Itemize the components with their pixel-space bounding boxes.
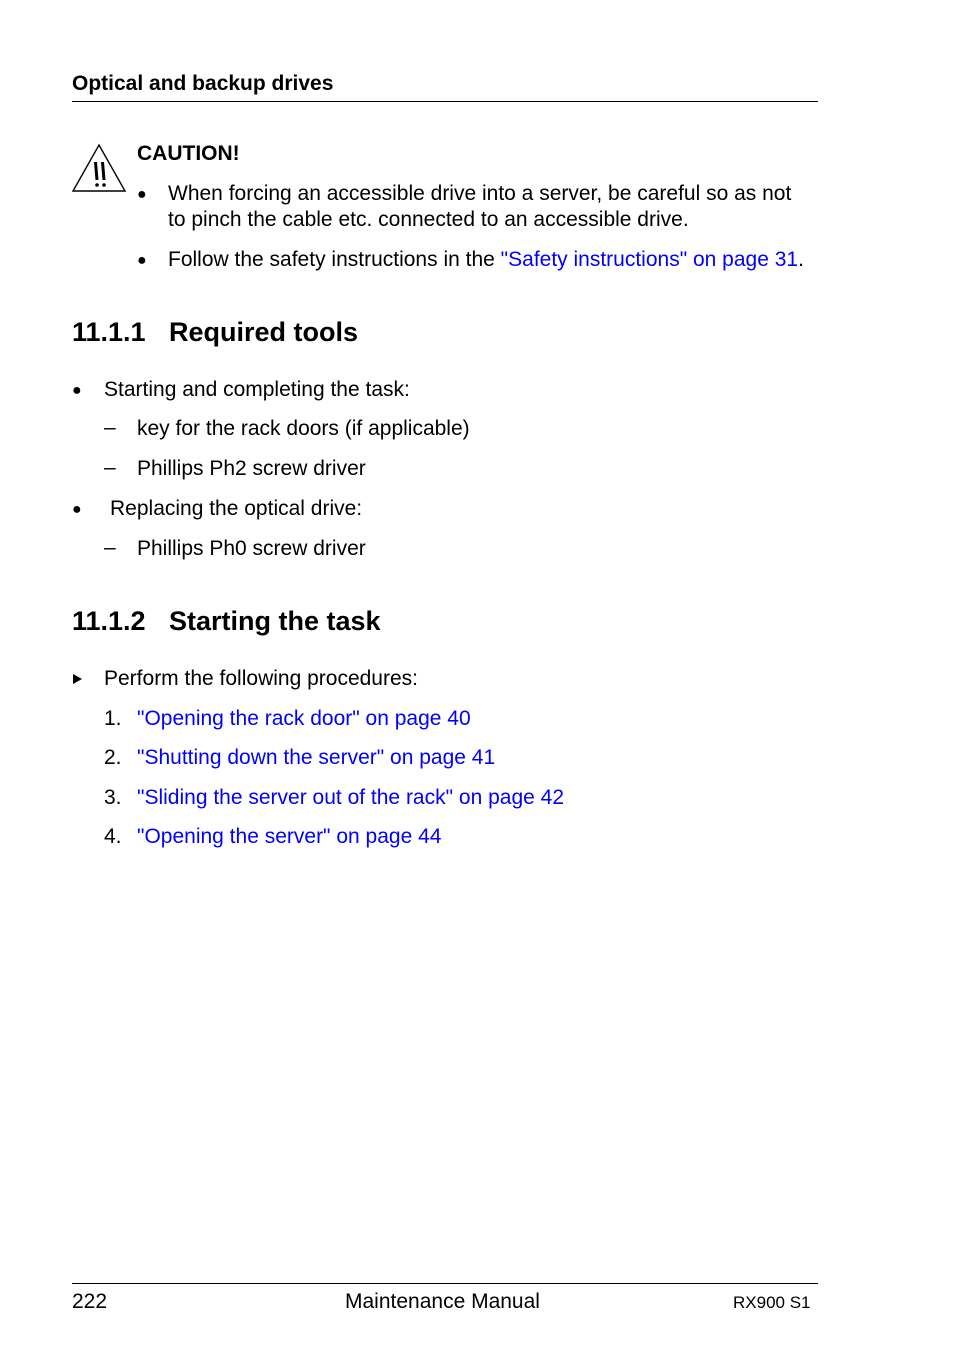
caution-item-1 xyxy=(168,181,791,233)
section-heading-starting-task xyxy=(72,606,381,637)
bullet-icon: ● xyxy=(137,252,147,269)
section-title: Required tools xyxy=(169,317,359,347)
caution-item-1-line-1: When forcing an accessible drive into a server, be careful so as not xyxy=(168,182,792,205)
list-subitem: Phillips Ph0 screw driver xyxy=(137,537,366,560)
list-item: Starting and completing the task: xyxy=(104,378,410,401)
caution-item-2-suffix: . xyxy=(798,248,804,271)
section-number: 11.1.2 xyxy=(72,606,146,636)
warning-triangle-icon xyxy=(70,142,128,194)
section-heading-required-tools xyxy=(72,317,358,348)
step-link-slide-server-out[interactable]: "Sliding the server out of the rack" on page 42 xyxy=(137,786,565,809)
caution-item-2 xyxy=(168,247,804,273)
dash-marker: – xyxy=(104,416,116,439)
section-number: 11.1.1 xyxy=(72,317,146,347)
dash-marker: – xyxy=(104,536,116,559)
dash-marker: – xyxy=(104,456,116,479)
caution-title: CAUTION! xyxy=(137,142,240,165)
step-number: 2. xyxy=(104,746,122,769)
arrow-right-icon xyxy=(73,674,82,684)
list-item: Replacing the optical drive: xyxy=(110,497,363,520)
step-link-shut-down-server[interactable]: "Shutting down the server" on page 41 xyxy=(137,746,496,769)
bullet-icon: ● xyxy=(137,186,147,203)
manual-title: Maintenance Manual xyxy=(345,1290,540,1313)
bullet-icon: ● xyxy=(72,382,82,399)
bullet-icon: ● xyxy=(72,501,82,518)
section-title: Starting the task xyxy=(169,606,381,636)
running-header: Optical and backup drives xyxy=(72,72,334,95)
step-number: 1. xyxy=(104,707,122,730)
step-number: 4. xyxy=(104,825,122,848)
list-subitem: key for the rack doors (if applicable) xyxy=(137,417,470,440)
footer-divider xyxy=(72,1283,818,1284)
list-subitem: Phillips Ph2 screw driver xyxy=(137,457,366,480)
step-number: 3. xyxy=(104,786,122,809)
caution-item-2-text: Follow the safety instructions in the xyxy=(168,248,501,271)
caution-item-1-line-2: to pinch the cable etc. connected to an accessible drive. xyxy=(168,208,689,231)
page-number: 222 xyxy=(72,1290,108,1313)
model-name: RX900 S1 xyxy=(733,1293,811,1312)
procedure-intro: Perform the following procedures: xyxy=(104,667,418,690)
step-link-open-server[interactable]: "Opening the server" on page 44 xyxy=(137,825,442,848)
step-link-open-rack-door[interactable]: "Opening the rack door" on page 40 xyxy=(137,707,471,730)
safety-instructions-link[interactable]: "Safety instructions" on page 31 xyxy=(500,248,799,271)
header-divider xyxy=(72,101,818,102)
